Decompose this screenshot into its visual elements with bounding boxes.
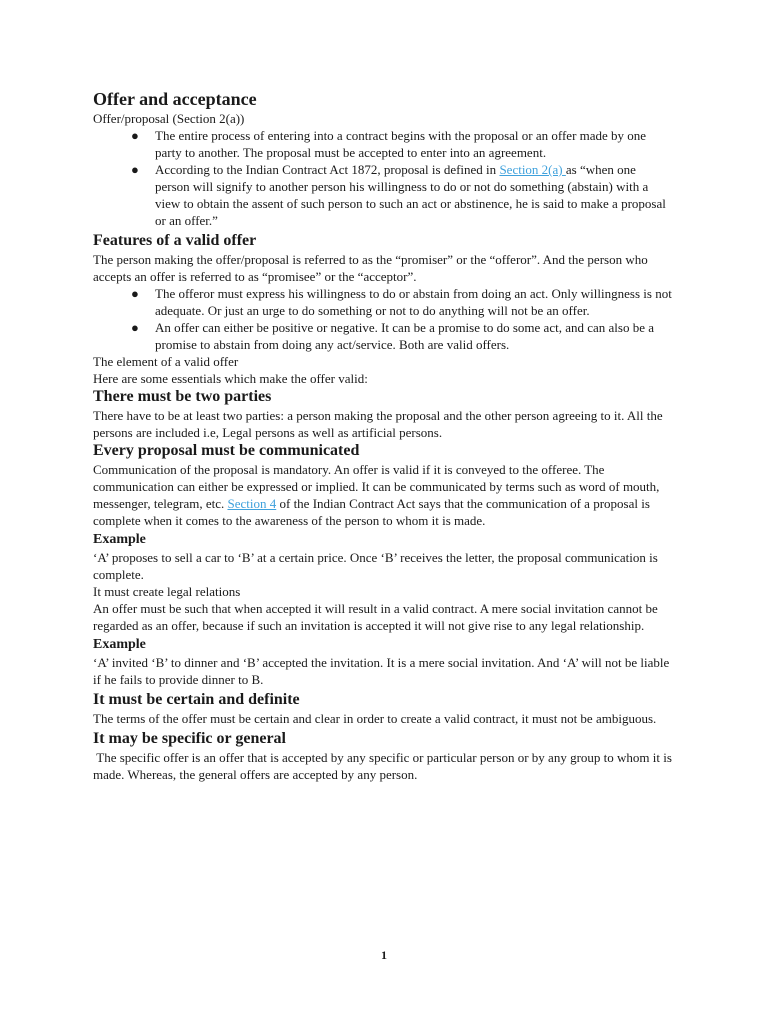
paragraph-example-2: ‘A’ invited ‘B’ to dinner and ‘B’ accepted the invitation. It is a mere social invitation. And ‘A’ will not be liable if he fails to provide dinner to B. (93, 655, 670, 687)
page-number: 1 (381, 948, 387, 962)
bullet-icon: ● (131, 128, 139, 143)
bullet-text: The entire process of entering into a contract begins with the proposal or an offer made by one party to another. The proposal must be accepted to enter into an agreement. (155, 128, 647, 160)
bullet-text: The offeror must express his willingness to do or abstain from doing an act. Only willingness is not adequate. Or just an urge to do something or not to do anything will not be an offer. (155, 286, 672, 318)
paragraph-communicated (93, 461, 673, 529)
paragraph-example-1: ‘A’ proposes to sell a car to ‘B’ at a certain price. Once ‘B’ receives the letter, the proposal communication is complete. (93, 550, 658, 582)
list-item (93, 285, 673, 319)
heading-communicated: Every proposal must be communicated (93, 442, 360, 459)
heading-certain: It must be certain and definite (93, 691, 300, 708)
heading-example-2: Example (93, 637, 146, 652)
paragraph-essentials: Here are some essentials which make the offer valid: (93, 371, 368, 386)
bullet-text-pre: According to the Indian Contract Act 1872, proposal is defined in (155, 162, 500, 177)
bullet-icon: ● (131, 286, 139, 301)
paragraph-features: The person making the offer/proposal is referred to as the “promiser” or the “offeror”. And the person who accepts an offer is referred to as “promisee” or the “acceptor”. (93, 252, 648, 284)
doc-subtitle: Offer/proposal (Section 2(a)) (93, 111, 245, 126)
comm-text-pre: Communication of the proposal is mandatory. An offer is valid if it is conveyed to the offeree. The communication can either be expressed or implied. It can be communicated by terms such as word of mouth, messenger, telegram, etc. (93, 462, 660, 511)
document-page (93, 88, 676, 783)
heading-two-parties: There must be two parties (93, 388, 272, 405)
bullet-text-post: as “when one person will signify to another person his willingness to do or not do something (abstain) with a view to obtain the assent of such person to such an act or abstinence, he is said to make a proposal or an offer.” (155, 162, 666, 228)
paragraph-two-parties: There have to be at least two parties: a person making the proposal and the other person agreeing to it. All the persons are included i.e, Legal persons as well as artificial persons. (93, 408, 663, 440)
paragraph-certain: The terms of the offer must be certain and clear in order to create a valid contract, it must not be ambiguous. (93, 711, 657, 726)
paragraph-legal: An offer must be such that when accepted it will result in a valid contract. A mere social invitation cannot be regarded as an offer, because if such an invitation is accepted it will not give rise to any legal relationship. (93, 601, 658, 633)
paragraph-legal-title: It must create legal relations (93, 584, 241, 599)
paragraph-specific: The specific offer is an offer that is accepted by any specific or particular person or by any group to whom it is made. Whereas, the general offers are accepted by any person. (93, 750, 676, 782)
comm-text-post: of the Indian Contract Act says that the communication of a proposal is complete when it comes to the awareness of the person to whom it is made. (93, 496, 650, 528)
section-4-link[interactable]: Section 4 (227, 496, 277, 511)
list-item (93, 127, 673, 161)
list-item (93, 319, 673, 353)
bullet-icon: ● (131, 320, 139, 335)
heading-features: Features of a valid offer (93, 232, 257, 249)
section-2a-link[interactable]: Section 2(a) (499, 162, 566, 177)
bullet-icon: ● (131, 162, 139, 177)
list-item (93, 161, 673, 229)
paragraph-element: The element of a valid offer (93, 354, 239, 369)
bullet-text: An offer can either be positive or negative. It can be a promise to do some act, and can also be a promise to abstain from doing any act/service. Both are valid offers. (155, 320, 654, 352)
heading-specific: It may be specific or general (93, 730, 286, 747)
heading-example-1: Example (93, 532, 146, 547)
doc-title: Offer and acceptance (93, 89, 257, 109)
